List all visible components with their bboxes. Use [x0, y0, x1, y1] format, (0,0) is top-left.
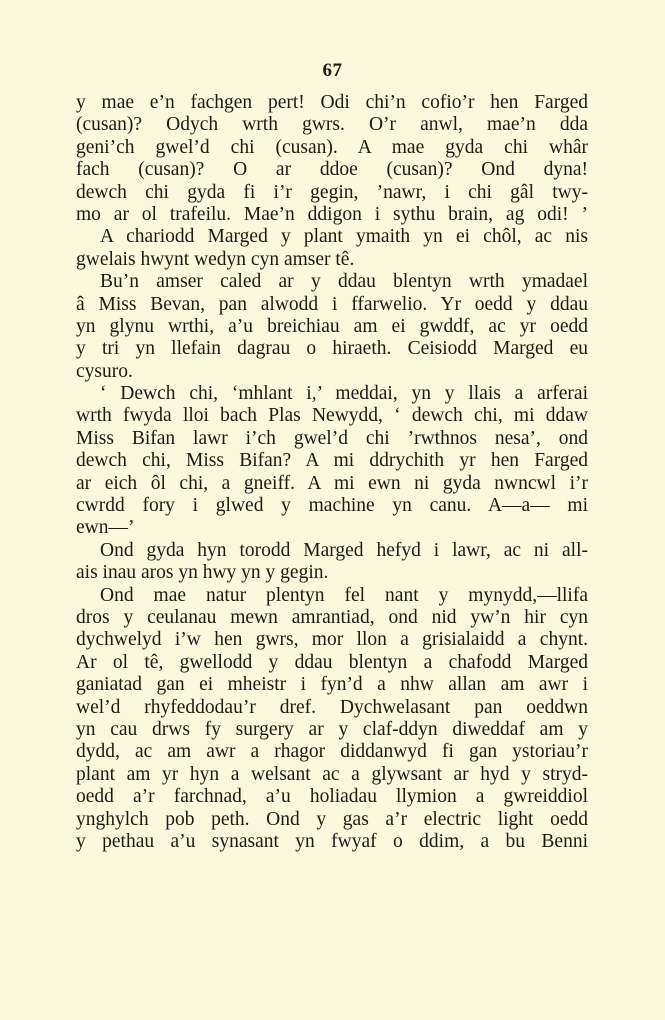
text-line: Ond gyda hyn torodd Marged hefyd i lawr, ac ni all- [100, 539, 588, 561]
text-line: dewch chi gyda fi i’r gegin, ’nawr, i chi gâl twy- [76, 181, 588, 203]
text-line: cwrdd fory i glwed y machine yn canu. A—a— mi [76, 495, 588, 517]
text-line: ‘ Dewch chi, ‘mhlant i,’ meddai, yn y llais a arferai [100, 383, 588, 405]
text-line: ganiatad gan ei mheistr i fyn’d a nhw allan am awr i [76, 674, 588, 696]
text-line: ynghylch pob peth. Ond y gas a’r electric light oedd [76, 808, 588, 830]
body-text [76, 92, 588, 853]
page-number: 67 [322, 60, 343, 81]
text-line: yn glynu wrthi, a’u breichiau am ei gwddf, ac yr oedd [76, 315, 588, 337]
text-line: dewch chi, Miss Bifan? A mi ddrychith yr hen Farged [76, 450, 588, 472]
text-line: dros y ceulanau mewn amrantiad, ond nid yw’n hir cyn [76, 606, 588, 628]
text-line: Ar ol tê, gwellodd y ddau blentyn a chafodd Marged [76, 651, 588, 673]
text-line: mo ar ol trafeilu. Mae’n ddigon i sythu brain, ag odi! ’ [76, 203, 588, 225]
text-line: ais inau aros yn hwy yn y gegin. [76, 562, 329, 584]
text-line: A chariodd Marged y plant ymaith yn ei chôl, ac nis [100, 226, 588, 248]
text-line: plant am yr hyn a welsant ac a glywsant ar hyd y stryd- [76, 763, 588, 785]
text-line: oedd a’r farchnad, a’u holiadau llymion a gwreiddiol [76, 786, 588, 808]
text-line: dydd, ac am awr a rhagor diddanwyd fi gan ystoriau’r [76, 741, 588, 763]
text-line: yn cau drws fy surgery ar y claf-ddyn diweddaf am y [76, 718, 588, 740]
text-line: y mae e’n fachgen pert! Odi chi’n cofio’r hen Farged [76, 92, 588, 113]
text-line: geni’ch gwel’d chi (cusan). A mae gyda chi whâr [76, 136, 588, 158]
text-line: y tri yn llefain dagrau o hiraeth. Ceisiodd Marged eu [76, 338, 588, 360]
text-line: ar eich ôl chi, a gneiff. A mi ewn ni gyda nwncwl i’r [76, 472, 588, 494]
text-line: gwelais hwynt wedyn cyn amser tê. [76, 248, 355, 270]
text-line: Ond mae natur plentyn fel nant y mynydd,—llifa [100, 584, 588, 606]
text-line: cysuro. [76, 360, 133, 382]
text-line: wel’d rhyfeddodau’r dref. Dychwelasant pan oeddwn [76, 696, 588, 718]
text-line: wrth fwyda lloi bach Plas Newydd, ‘ dewch chi, mi ddaw [76, 405, 588, 427]
text-line: (cusan)? Odych wrth gwrs. O’r anwl, mae’n dda [76, 114, 588, 136]
text-line: Miss Bifan lawr i’ch gwel’d chi ’rwthnos nesa’, ond [76, 427, 588, 449]
text-line: Bu’n amser caled ar y ddau blentyn wrth ymadael [100, 271, 588, 293]
text-line: y pethau a’u synasant yn fwyaf o ddim, a bu Benni [76, 830, 588, 852]
text-line: dychwelyd i’w hen gwrs, mor llon a grisialaidd a chynt. [76, 629, 588, 651]
text-line: fach (cusan)? O ar ddoe (cusan)? Ond dyna! [76, 159, 588, 181]
text-line: â Miss Bevan, pan alwodd i ffarwelio. Yr oedd y ddau [76, 293, 588, 315]
text-line: ewn—’ [76, 517, 135, 539]
